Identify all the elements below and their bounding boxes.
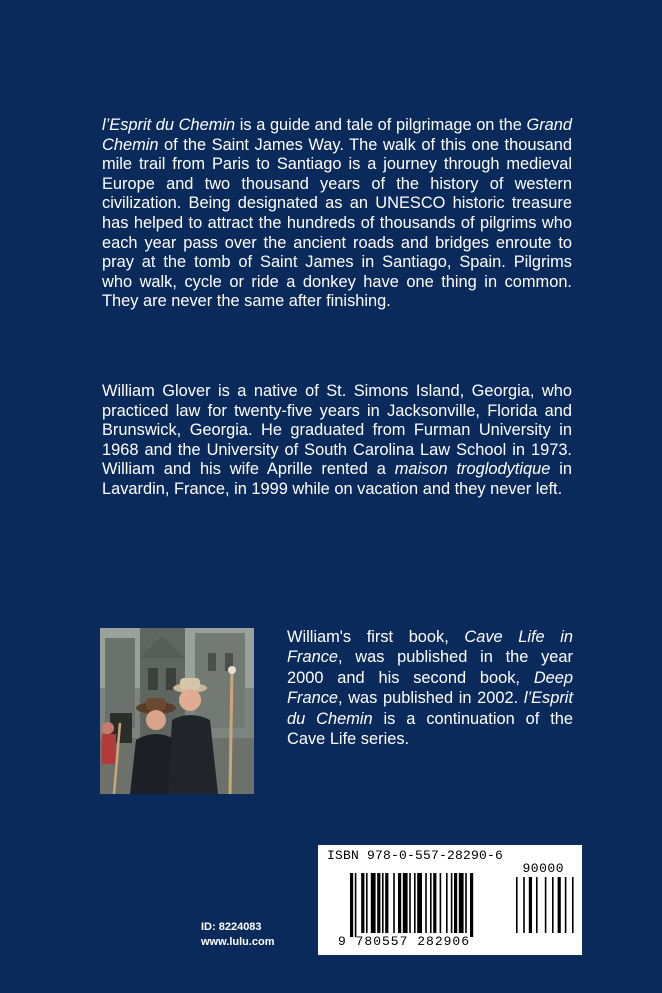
barcode-bar [425,873,427,933]
ean-digits: 9 780557 282906 [338,934,471,949]
barcode-bar [350,873,353,937]
barcode-bar [409,873,411,933]
barcode-bar [523,877,525,933]
bio-text: in Lavardin, France, in 1999 while on vacation and they never left. [102,460,572,498]
publisher-url: www.lulu.com [201,936,275,948]
barcode-bar [385,873,388,933]
books-text: , was published in 2002. [338,689,524,708]
esprit-italic: l’Esprit du Chemin [287,689,573,728]
maison-italic: maison troglodytique [394,460,551,479]
barcode-bar [454,873,457,933]
isbn-barcode [318,845,582,955]
barcode-bar [529,877,532,933]
grand-chemin-italic: Grand Chemin [102,116,573,154]
barcode-bar [433,873,436,933]
barcode-bar [366,873,368,933]
barcode-bar [565,877,567,933]
barcode-bar [572,877,574,933]
author-photo-image [100,628,254,794]
book-description-paragraph [102,116,572,312]
barcode-bar [361,873,364,933]
cave-life-italic: Cave Life in France [287,628,573,667]
deep-france-italic: Deep France [287,668,573,708]
barcode-bar [440,873,442,933]
barcode-bar [382,873,384,933]
barcode-bar [430,873,432,933]
barcode-bar [446,873,448,933]
author-books-paragraph [287,627,573,749]
barcode-bar [516,877,518,933]
description-text: of the Saint James Way. The walk of this one thousand mile trail from Paris to Santiago is a journey through medieval Europe and two thousand years of the history of western civilization. Being designated as an UNESCO historic treasure has helped to attract the hundreds of thousands of pilgrims who each year pass over the ancient roads and bridges enroute to pray at the tomb of Saint James in Santiago, Spain. Pilgrims who walk, cycle or ride a donkey have one thing in common. They are never the same after finishing. [102,135,572,311]
barcode-bar [470,873,473,937]
author-photo [100,628,254,794]
barcode-bar [545,877,547,933]
barcode-bar [398,873,401,933]
barcode-bar [403,873,408,933]
books-text: , was published in the year 2000 and his second book, [287,648,573,687]
barcode-bar [459,873,464,933]
publisher-info [201,920,275,950]
barcode-bar [536,877,538,933]
description-text: is a guide and tale of pilgrimage on the [235,116,527,134]
price-code: 90000 [522,861,564,876]
barcode-bar [552,877,554,933]
barcode-bar [377,873,380,933]
books-text: William's first book, [287,628,465,646]
barcode-bar [355,873,357,937]
barcode-bar [371,873,376,933]
barcode-bar [414,873,416,933]
author-bio-paragraph [102,382,572,500]
barcode-bar [451,873,453,933]
barcode-bar [465,873,467,933]
barcode-bar [417,873,422,933]
book-id: ID: 8224083 [201,921,262,933]
barcode-bar [393,873,395,933]
isbn-label: ISBN 978-0-557-28290-6 [327,848,504,863]
books-text: is a continuation of the Cave Life series. [287,709,573,749]
bio-text: William Glover is a native of St. Simons Island, Georgia, who practiced law for twenty-five years in Jacksonville, Florida and Brunswick, Georgia. He graduated from Furman University in 1968 and the University of South Carolina Law School in 1973. William and his wife Aprille rented a [102,382,572,479]
barcode-bar [558,877,561,933]
book-title-italic: l’Esprit du Chemin [102,116,236,134]
